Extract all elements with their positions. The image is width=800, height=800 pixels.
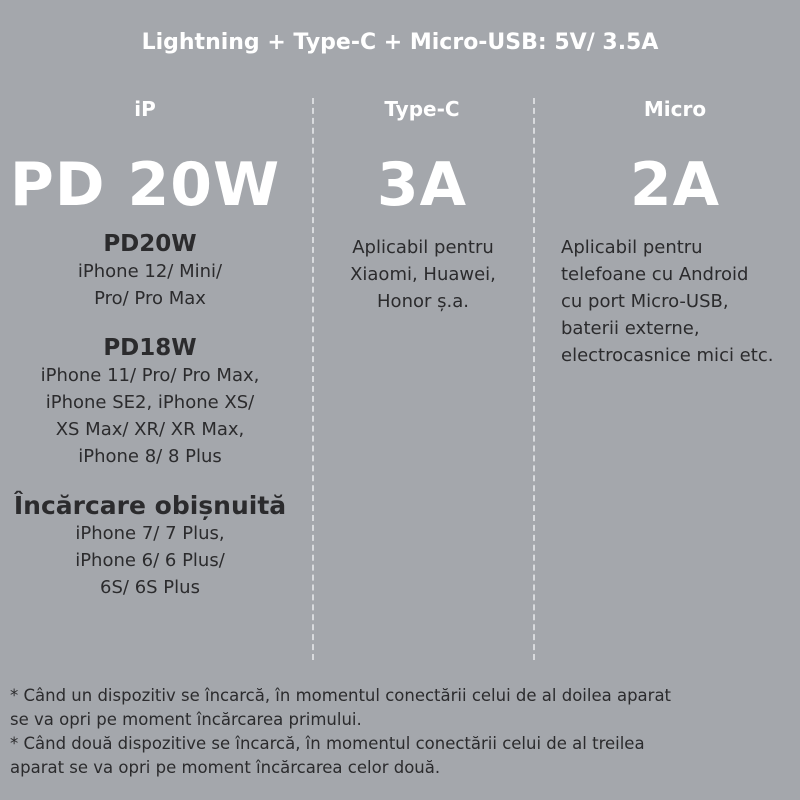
desc-line: electrocasnice mici etc. xyxy=(561,345,774,366)
desc-line: Aplicabil pentru xyxy=(561,237,703,258)
desc-line: Honor ș.a. xyxy=(377,291,469,312)
group-line: 6S/ 6S Plus xyxy=(100,577,200,598)
desc-line: Aplicabil pentru xyxy=(352,237,494,258)
column-divider xyxy=(312,98,314,660)
column-header-ip: iP xyxy=(134,97,156,121)
footnotes xyxy=(10,684,800,780)
group-line: iPhone SE2, iPhone XS/ xyxy=(45,392,255,413)
desc-line: cu port Micro-USB, xyxy=(561,291,729,312)
desc-line: telefoane cu Android xyxy=(561,264,749,285)
desc-line: Xiaomi, Huawei, xyxy=(350,264,496,285)
footnote-line: * Când un dispozitiv se încarcă, în momentul conectării celui de al doilea aparat xyxy=(10,686,672,705)
micro-description xyxy=(540,234,800,369)
footnote-line: * Când două dispozitive se încarcă, în momentul conectării celui de al treilea xyxy=(10,734,645,753)
type-c-description xyxy=(318,234,528,315)
group-line: XS Max/ XR/ XR Max, xyxy=(55,419,245,440)
big-value-ip: PD 20W xyxy=(9,150,281,220)
group-line: Pro/ Pro Max xyxy=(94,288,206,309)
column-header-type-c: Type-C xyxy=(384,97,460,121)
big-value-micro: 2A xyxy=(629,150,721,220)
group-line: iPhone 11/ Pro/ Pro Max, xyxy=(40,365,260,386)
big-value-type-c: 3A xyxy=(376,150,468,220)
group-heading: PD18W xyxy=(103,335,197,361)
group-line: iPhone 6/ 6 Plus/ xyxy=(75,550,225,571)
column-divider xyxy=(533,98,535,660)
footnote-line: se va opri pe moment încărcarea primului. xyxy=(10,710,362,729)
group-line: iPhone 7/ 7 Plus, xyxy=(75,523,225,544)
group-line: iPhone 8/ 8 Plus xyxy=(78,446,222,467)
column-header-micro: Micro xyxy=(643,97,707,121)
group-line: iPhone 12/ Mini/ xyxy=(77,261,223,282)
footnote-line: aparat se va opri pe moment încărcarea celor două. xyxy=(10,758,441,777)
ip-compatibility xyxy=(0,230,300,601)
title: Lightning + Type-C + Micro-USB: 5V/ 3.5A xyxy=(141,30,659,55)
desc-line: baterii externe, xyxy=(561,318,700,339)
group-heading: PD20W xyxy=(103,231,197,257)
group-heading: Încărcare obișnuită xyxy=(13,491,287,520)
